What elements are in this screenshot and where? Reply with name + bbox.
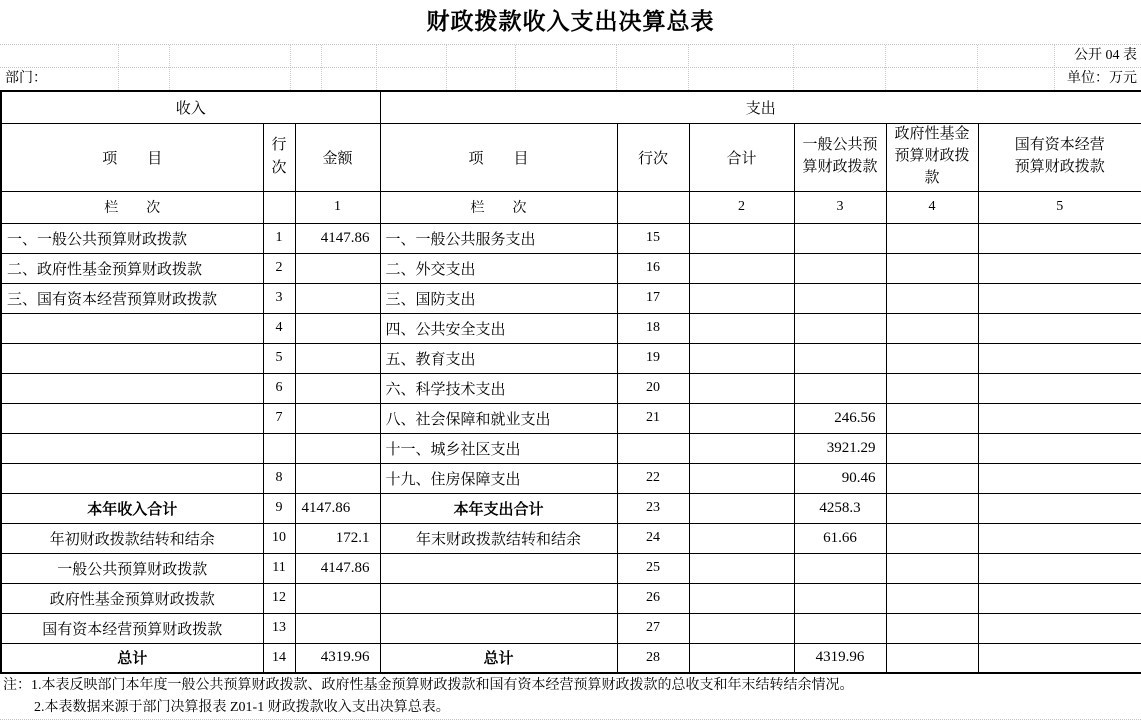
page-title: 财政拨款收入支出决算总表 [426, 9, 715, 34]
expense-total-cell [689, 553, 794, 583]
table-row [1, 283, 1141, 313]
expense-capital-cell [978, 523, 1141, 553]
col-header-income-item: 项 目 [1, 123, 263, 191]
col-header-general-budget [794, 123, 886, 191]
expense-fund-cell [886, 283, 978, 313]
expense-fund-cell [886, 523, 978, 553]
table-row [1, 313, 1141, 343]
expense-total-cell [689, 433, 794, 463]
income-rowno-cell: 9 [263, 493, 295, 523]
table-row [1, 373, 1141, 403]
expense-capital-cell [978, 553, 1141, 583]
expense-total-cell [689, 313, 794, 343]
income-rowno-cell: 13 [263, 613, 295, 643]
table-row [1, 223, 1141, 253]
expense-fund-cell [886, 463, 978, 493]
income-amount-cell [295, 313, 380, 343]
expense-general-cell: 246.56 [794, 403, 886, 433]
expense-fund-cell [886, 313, 978, 343]
expense-rowno-cell: 17 [617, 283, 689, 313]
income-amount-cell: 4147.86 [295, 493, 380, 523]
gov-fund-label: 政府性基金预算财政拨款 [894, 126, 970, 186]
expense-general-cell [794, 223, 886, 253]
expense-item-cell: 五、教育支出 [380, 343, 617, 373]
section-header-row [1, 91, 1141, 123]
table-row [1, 523, 1141, 553]
expense-capital-cell [978, 283, 1141, 313]
expense-total-cell [689, 373, 794, 403]
income-rowno-cell: 7 [263, 403, 295, 433]
footnotes [0, 674, 1141, 720]
income-item-cell: 年初财政拨款结转和结余 [1, 523, 263, 553]
income-amount-cell [295, 583, 380, 613]
state-capital-label: 国有资本经营预算财政拨款 [1014, 137, 1105, 175]
income-item-cell: 一般公共预算财政拨款 [1, 553, 263, 583]
income-item-cell: 二、政府性基金预算财政拨款 [1, 253, 263, 283]
expense-item-cell: 十九、住房保障支出 [380, 463, 617, 493]
income-rowno-cell: 2 [263, 253, 295, 283]
table-row [1, 463, 1141, 493]
income-amount-cell [295, 613, 380, 643]
expense-capital-cell [978, 253, 1141, 283]
income-amount-cell [295, 433, 380, 463]
footnote-1: 注：1.本表反映部门本年度一般公共预算财政拨款、政府性基金预算财政拨款和国有资本经营预算财政拨款的总收支和年末结转结余情况。 [3, 678, 854, 693]
expense-general-cell: 3921.29 [794, 433, 886, 463]
expense-total-cell [689, 343, 794, 373]
expense-fund-cell [886, 253, 978, 283]
table-row [1, 253, 1141, 283]
expenditure-section-header: 支出 [380, 91, 1141, 123]
income-item-cell: 一、一般公共预算财政拨款 [1, 223, 263, 253]
income-item-cell [1, 463, 263, 493]
income-amount-cell: 4319.96 [295, 643, 380, 673]
expense-total-cell [689, 403, 794, 433]
income-item-cell: 三、国有资本经营预算财政拨款 [1, 283, 263, 313]
expense-item-cell: 二、外交支出 [380, 253, 617, 283]
lane-label-income: 栏 次 [1, 191, 263, 223]
expense-rowno-cell: 16 [617, 253, 689, 283]
lane-blank [617, 191, 689, 223]
expense-total-cell [689, 283, 794, 313]
lane-col-4: 4 [886, 191, 978, 223]
expense-item-cell: 总计 [380, 643, 617, 673]
expense-capital-cell [978, 613, 1141, 643]
income-section-header: 收入 [1, 91, 380, 123]
income-rowno-cell: 4 [263, 313, 295, 343]
footnote-2: 2.本表数据来源于部门决算报表 Z01-1 财政拨款收入支出决算总表。 [34, 700, 450, 715]
income-rowno-cell: 11 [263, 553, 295, 583]
expense-rowno-cell: 15 [617, 223, 689, 253]
income-amount-cell: 4147.86 [295, 553, 380, 583]
expense-total-cell [689, 253, 794, 283]
expense-item-cell: 年末财政拨款结转和结余 [380, 523, 617, 553]
income-item-cell [1, 403, 263, 433]
expense-general-cell [794, 553, 886, 583]
expense-fund-cell [886, 223, 978, 253]
unit-label: 单位：万元 [1067, 71, 1137, 86]
table-code: 公开 04 表 [0, 45, 1141, 68]
expense-general-cell [794, 313, 886, 343]
lane-col-1: 1 [295, 191, 380, 223]
expense-general-cell [794, 253, 886, 283]
income-item-cell: 本年收入合计 [1, 493, 263, 523]
income-amount-cell [295, 253, 380, 283]
lane-col-5: 5 [978, 191, 1141, 223]
expense-capital-cell [978, 493, 1141, 523]
col-header-expense-rowno: 行次 [617, 123, 689, 191]
income-item-cell: 政府性基金预算财政拨款 [1, 583, 263, 613]
expense-rowno-cell [617, 433, 689, 463]
rowno-vertical-label: 行次 [271, 136, 287, 176]
expense-rowno-cell: 28 [617, 643, 689, 673]
income-amount-cell [295, 403, 380, 433]
income-amount-cell: 4147.86 [295, 223, 380, 253]
col-header-gov-fund [886, 123, 978, 191]
expense-item-cell: 四、公共安全支出 [380, 313, 617, 343]
col-header-state-capital [978, 123, 1141, 191]
table-row [1, 403, 1141, 433]
expense-capital-cell [978, 313, 1141, 343]
income-item-cell [1, 313, 263, 343]
department-label: 部门： [5, 71, 47, 86]
final-accounts-table [0, 90, 1141, 674]
income-amount-cell [295, 343, 380, 373]
expense-item-cell: 一、一般公共服务支出 [380, 223, 617, 253]
expense-general-cell [794, 373, 886, 403]
income-amount-cell [295, 373, 380, 403]
expense-general-cell [794, 283, 886, 313]
expense-capital-cell [978, 433, 1141, 463]
income-rowno-cell: 1 [263, 223, 295, 253]
expense-fund-cell [886, 493, 978, 523]
income-rowno-cell: 6 [263, 373, 295, 403]
income-item-cell: 国有资本经营预算财政拨款 [1, 613, 263, 643]
expense-total-cell [689, 643, 794, 673]
income-amount-cell: 172.1 [295, 523, 380, 553]
income-item-cell [1, 433, 263, 463]
expense-item-cell: 十一、城乡社区支出 [380, 433, 617, 463]
expense-rowno-cell: 21 [617, 403, 689, 433]
table-row [1, 613, 1141, 643]
lane-col-2: 2 [689, 191, 794, 223]
lane-blank [263, 191, 295, 223]
expense-total-cell [689, 223, 794, 253]
income-rowno-cell: 12 [263, 583, 295, 613]
expense-fund-cell [886, 433, 978, 463]
income-item-cell [1, 343, 263, 373]
income-amount-cell [295, 283, 380, 313]
expense-rowno-cell: 22 [617, 463, 689, 493]
general-budget-label: 一般公共预算财政拨款 [802, 137, 878, 175]
income-rowno-cell: 3 [263, 283, 295, 313]
expense-item-cell [380, 583, 617, 613]
column-header-row [1, 123, 1141, 191]
expense-total-cell [689, 463, 794, 493]
expense-rowno-cell: 18 [617, 313, 689, 343]
income-rowno-cell: 10 [263, 523, 295, 553]
table-row [1, 343, 1141, 373]
col-header-total: 合计 [689, 123, 794, 191]
expense-item-cell [380, 553, 617, 583]
expense-rowno-cell: 20 [617, 373, 689, 403]
expense-item-cell [380, 613, 617, 643]
expense-capital-cell [978, 223, 1141, 253]
expense-fund-cell [886, 373, 978, 403]
expense-capital-cell [978, 373, 1141, 403]
expense-general-cell: 4258.3 [794, 493, 886, 523]
col-header-amount: 金额 [295, 123, 380, 191]
income-amount-cell [295, 463, 380, 493]
lane-col-3: 3 [794, 191, 886, 223]
col-header-expense-item: 项 目 [380, 123, 617, 191]
expense-general-cell [794, 343, 886, 373]
expense-total-cell [689, 613, 794, 643]
expense-capital-cell [978, 403, 1141, 433]
meta-band [0, 44, 1141, 90]
expense-item-cell: 三、国防支出 [380, 283, 617, 313]
expense-rowno-cell: 27 [617, 613, 689, 643]
expense-capital-cell [978, 583, 1141, 613]
expense-fund-cell [886, 643, 978, 673]
expense-fund-cell [886, 403, 978, 433]
income-rowno-cell: 5 [263, 343, 295, 373]
lane-label-expense: 栏 次 [380, 191, 617, 223]
income-item-cell [1, 373, 263, 403]
expense-general-cell: 61.66 [794, 523, 886, 553]
expense-fund-cell [886, 553, 978, 583]
expense-general-cell [794, 613, 886, 643]
expense-rowno-cell: 26 [617, 583, 689, 613]
expense-general-cell: 4319.96 [794, 643, 886, 673]
expense-capital-cell [978, 463, 1141, 493]
col-header-income-rowno [263, 123, 295, 191]
expense-rowno-cell: 25 [617, 553, 689, 583]
lane-number-row [1, 191, 1141, 223]
expense-total-cell [689, 493, 794, 523]
expense-item-cell: 本年支出合计 [380, 493, 617, 523]
expense-item-cell: 六、科学技术支出 [380, 373, 617, 403]
expense-fund-cell [886, 583, 978, 613]
expense-fund-cell [886, 613, 978, 643]
expense-rowno-cell: 24 [617, 523, 689, 553]
expense-general-cell [794, 583, 886, 613]
expense-item-cell: 八、社会保障和就业支出 [380, 403, 617, 433]
income-rowno-cell: 14 [263, 643, 295, 673]
expense-total-cell [689, 583, 794, 613]
expense-fund-cell [886, 343, 978, 373]
table-row [1, 493, 1141, 523]
expense-rowno-cell: 19 [617, 343, 689, 373]
expense-capital-cell [978, 643, 1141, 673]
table-row [1, 553, 1141, 583]
income-rowno-cell [263, 433, 295, 463]
table-row [1, 643, 1141, 673]
income-rowno-cell: 8 [263, 463, 295, 493]
table-row [1, 433, 1141, 463]
income-item-cell: 总计 [1, 643, 263, 673]
expense-general-cell: 90.46 [794, 463, 886, 493]
expense-rowno-cell: 23 [617, 493, 689, 523]
expense-total-cell [689, 523, 794, 553]
expense-capital-cell [978, 343, 1141, 373]
table-row [1, 583, 1141, 613]
